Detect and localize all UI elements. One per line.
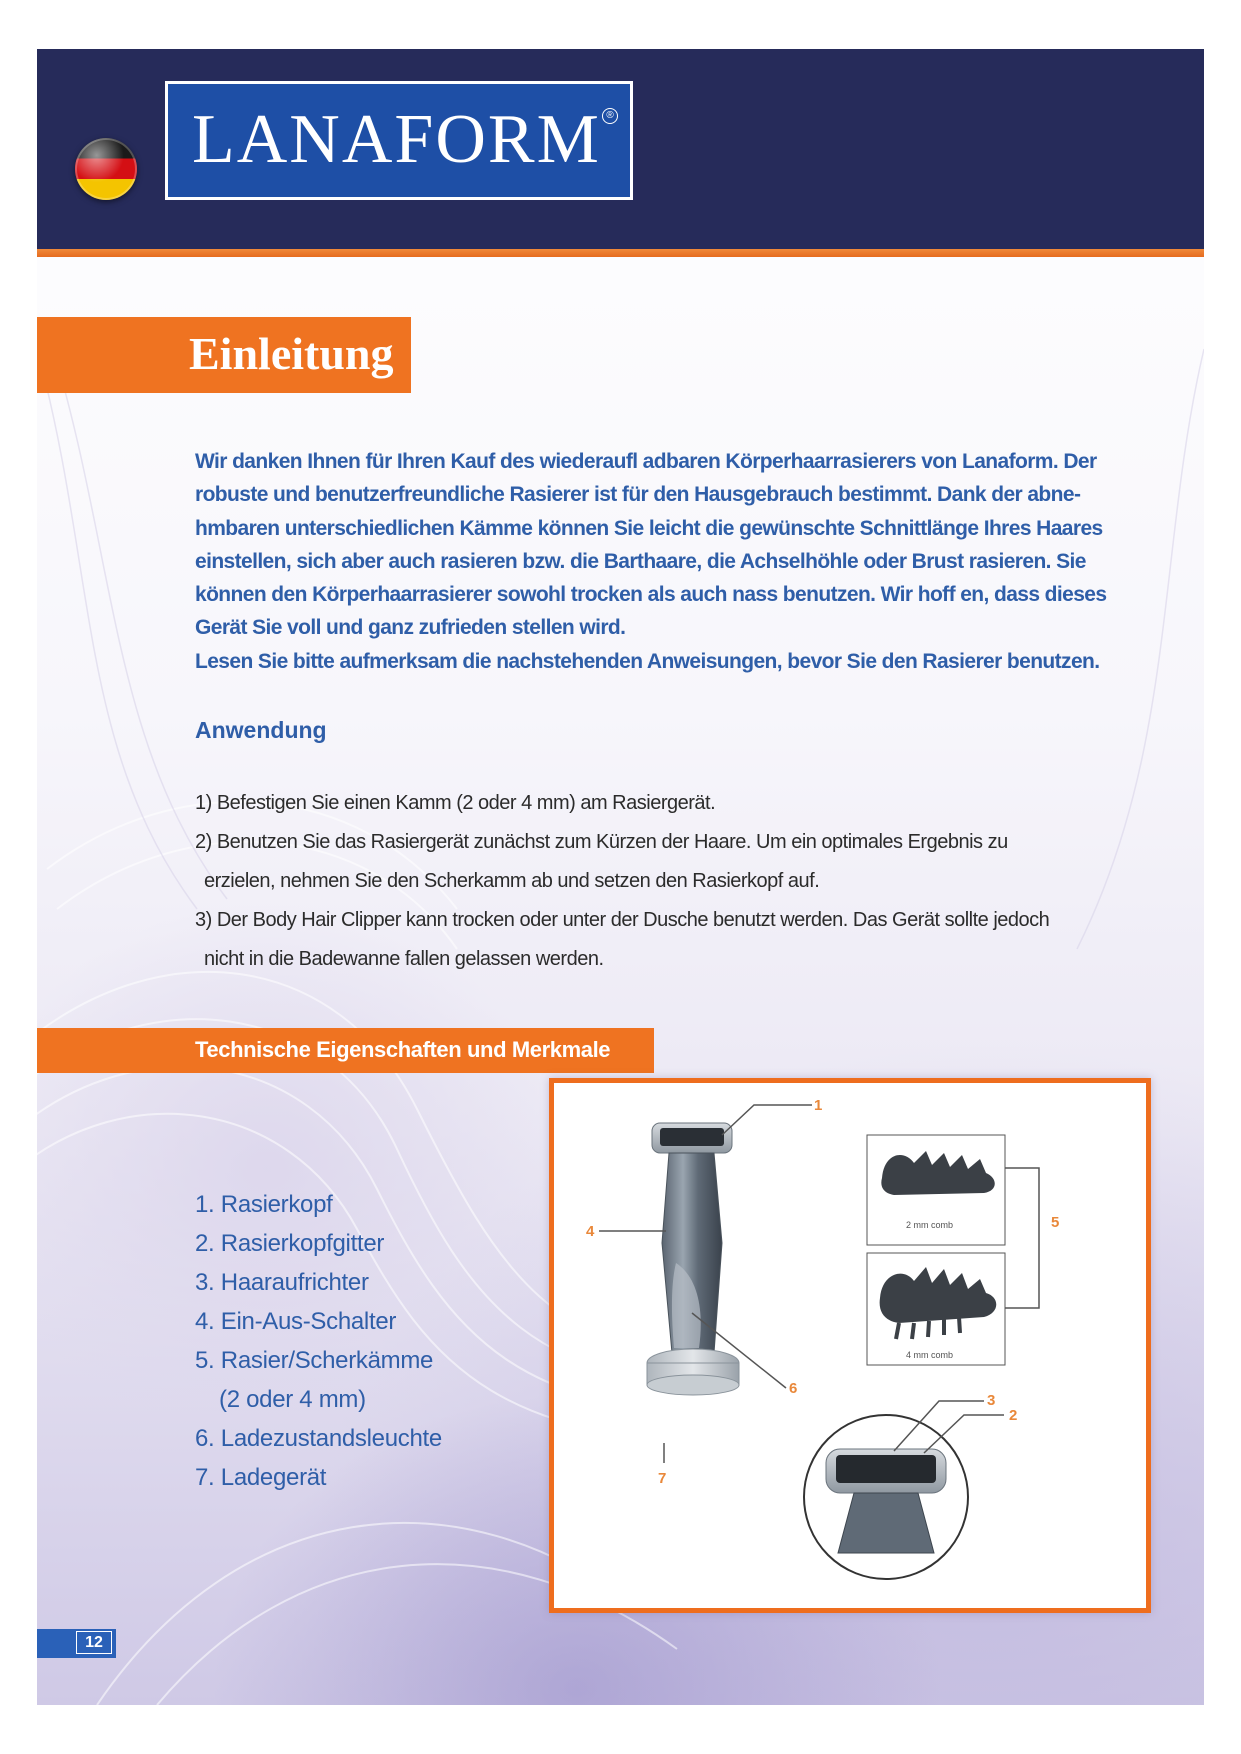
comb-2mm-label: 2 mm comb	[906, 1220, 954, 1230]
feature-list	[195, 1185, 442, 1497]
usage-heading: Anwendung	[195, 717, 327, 743]
callout-2: 2	[1009, 1407, 1018, 1424]
product-diagram	[549, 1078, 1151, 1613]
feature-item: 2. Rasierkopfgitter	[195, 1230, 385, 1257]
tech-section-banner	[37, 1028, 654, 1073]
manual-page	[37, 49, 1204, 1705]
page-number: 12	[76, 1631, 112, 1654]
intro-line: können den Körperhaarrasierer sowohl trocken als auch nass benutzen. Wir hoff en, dass dieses	[195, 583, 1107, 607]
comb-4mm-label: 4 mm comb	[906, 1350, 954, 1360]
shaver-body	[647, 1123, 739, 1395]
header-bar	[37, 49, 1204, 249]
callout-3: 3	[987, 1392, 996, 1409]
feature-item: 7. Ladegerät	[195, 1464, 327, 1491]
feature-item: 5. Rasier/Scherkämme	[195, 1347, 434, 1374]
shaver-diagram-illustration	[554, 1083, 1146, 1608]
intro-line: einstellen, sich aber auch rasieren bzw. die Barthaare, die Achselhöhle oder Brust rasieren. Sie	[195, 549, 1086, 573]
intro-line: Lesen Sie bitte aufmerksam die nachstehenden Anweisungen, bevor Sie den Rasierer benutzen.	[195, 649, 1100, 673]
magnified-head	[804, 1415, 968, 1579]
callout-4: 4	[586, 1223, 595, 1240]
feature-item: 1. Rasierkopf	[195, 1191, 333, 1218]
header-orange-stripe	[37, 249, 1204, 257]
feature-item: 6. Ladezustandsleuchte	[195, 1425, 442, 1452]
usage-step: 2) Benutzen Sie das Rasiergerät zunächst zum Kürzen der Haare. Um ein optimales Ergebnis zu	[195, 831, 1008, 853]
callout-7: 7	[658, 1470, 667, 1487]
intro-line: hmbaren unterschiedlichen Kämme können Sie leicht die gewünschte Schnittlänge Ihres Haares	[195, 516, 1103, 540]
registered-mark: ®	[602, 108, 618, 124]
callout-6: 6	[789, 1380, 798, 1397]
intro-section-banner	[37, 317, 411, 393]
page-number-tab	[37, 1629, 116, 1658]
intro-line: Wir danken Ihnen für Ihren Kauf des wiederaufl adbaren Körperhaarrasierers von Lanaform. Der	[195, 450, 1097, 473]
feature-item: 4. Ein-Aus-Schalter	[195, 1308, 397, 1335]
brand-logo	[165, 81, 633, 200]
comb-4mm	[867, 1253, 1005, 1365]
callout-5: 5	[1051, 1214, 1060, 1231]
feature-item-continued: (2 oder 4 mm)	[219, 1386, 366, 1413]
intro-line: Gerät Sie voll und ganz zufrieden stellen wird.	[195, 616, 626, 640]
callout-1: 1	[814, 1097, 823, 1114]
callout-lines	[599, 1105, 1039, 1463]
brand-name: LANAFORM	[192, 101, 601, 178]
intro-line: robuste und benutzerfreundliche Rasierer ist für den Hausgebrauch bestimmt. Dank der abne-	[195, 483, 1081, 507]
usage-step: 3) Der Body Hair Clipper kann trocken oder unter der Dusche benutzt werden. Das Gerät sollte jedoch	[195, 909, 1050, 931]
tech-section-title: Technische Eigenschaften und Merkmale	[195, 1037, 611, 1062]
usage-step: 1) Befestigen Sie einen Kamm (2 oder 4 mm) am Rasiergerät.	[195, 792, 716, 814]
intro-paragraph	[195, 445, 1145, 678]
usage-step-continued: nicht in die Badewanne fallen gelassen werden.	[204, 948, 604, 970]
feature-item: 3. Haaraufrichter	[195, 1269, 369, 1296]
germany-flag-icon	[75, 138, 137, 200]
usage-steps	[195, 784, 1175, 979]
intro-section-title: Einleitung	[189, 328, 394, 379]
usage-step-continued: erzielen, nehmen Sie den Scherkamm ab und setzen den Rasierkopf auf.	[204, 870, 820, 892]
